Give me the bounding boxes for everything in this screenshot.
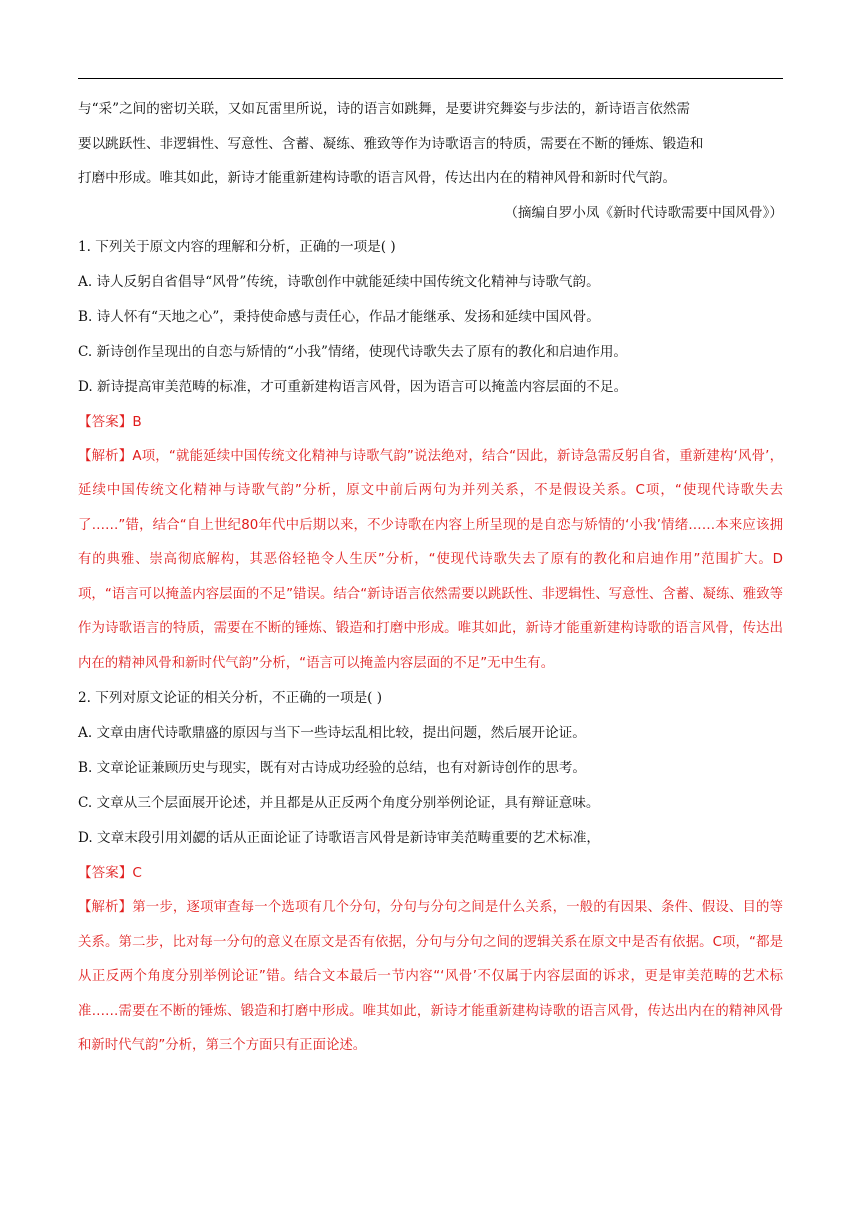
- question-1-answer: 【答案】B: [78, 413, 142, 430]
- question-2-stem: 2. 下列对原文论证的相关分析，不正确的一项是( ): [78, 690, 383, 706]
- question-1-analysis: [78, 440, 783, 682]
- question-2-option-b: B. 文章论证兼顾历史与现实，既有对古诗成功经验的总结，也有对新诗创作的思考。: [78, 760, 587, 776]
- question-2-answer: 【答案】C: [78, 865, 142, 881]
- question-2-analysis: [78, 891, 783, 1064]
- analysis-label: 【解析】: [78, 900, 133, 915]
- intro-line-1: 与“采”之间的密切关联，又如瓦雷里所说，诗的语言如跳舞，是要讲究舞姿与步法的，新诗语言依然需: [78, 101, 691, 117]
- document-body: [78, 100, 783, 1072]
- intro-line-2: 要以跳跃性、非逻辑性、写意性、含蓄、凝练、雅致等作为诗歌语言的特质，需要在不断的锤炼、锻造和: [78, 135, 704, 152]
- question-1-option-b: B. 诗人怀有“天地之心”，秉持使命感与责任心，作品才能继承、发扬和延续中国风骨。: [78, 308, 600, 325]
- analysis-text: A项，“就能延续中国传统文化精神与诗歌气韵”说法绝对，结合“因此，新诗急需反躬自省，重新建构‘风骨’，延续中国传统文化精神与诗歌气韵”分析，原文中前后两句为并列关系，不是假设关系。C项，“使现代诗歌失去了……”错，结合“自上世纪80年代中后期以来，不少诗歌在内容上所呈现的是自恋与矫情的‘小我’情绪……本来应该拥有的典雅、崇高彻底解构，其恶俗轻艳令人生厌”分析，“使现代诗歌失去了原有的教化和启迪作用”范围扩大。D项，“语言可以掩盖内容层面的不足”错误。结合“新诗语言依然需要以跳跃性、非逻辑性、写意性、含蓄、凝练、雅致等作为诗歌语言的特质，需要在不断的锤炼、锻造和打磨中形成。唯其如此，新诗才能重新建构诗歌的语言风骨，传达出内在的精神风骨和新时代气韵”分析，“语言可以掩盖内容层面的不足”无中生有。: [78, 448, 784, 671]
- question-2-option-d: D. 文章末段引用刘勰的话从正面论证了诗歌语言风骨是新诗审美范畴重要的艺术标准，: [78, 830, 601, 846]
- question-2-option-c: C. 文章从三个层面展开论述，并且都是从正反两个角度分别举例论证，具有辩证意味。: [78, 795, 600, 811]
- question-2-option-a: A. 文章由唐代诗歌鼎盛的原因与当下一些诗坛乱相比较，提出问题，然后展开论证。: [78, 725, 586, 741]
- source-citation: （摘编自罗小凤《新时代诗歌需要中国风骨》）: [504, 204, 783, 221]
- header-rule: [78, 78, 783, 79]
- intro-line-3: 打磨中形成。唯其如此，新诗才能重新建构诗歌的语言风骨，传达出内在的精神风骨和新时代气韵。: [78, 170, 677, 186]
- analysis-text: 第一步，逐项审查每一个选项有几个分句，分句与分句之间是什么关系，一般的有因果、条件、假设、目的等关系。第二步，比对每一分句的意义在原文是否有依据，分句与分句之间的逻辑关系在原文中是否有依据。C项，“都是从正反两个角度分别举例论证”错。结合文本最后一节内容“‘风骨’不仅属于内容层面的诉求，更是审美范畴的艺术标准……需要在不断的锤炼、锻造和打磨中形成。唯其如此，新诗才能重新建构诗歌的语言风骨，传达出内在的精神风骨和新时代气韵”分析，第三个方面只有正面论述。: [78, 900, 784, 1053]
- question-1-option-c: C. 新诗创作呈现出的自恋与矫情的“小我”情绪，使现代诗歌失去了原有的教化和启迪作用。: [78, 343, 628, 360]
- question-1-stem: 1. 下列关于原文内容的理解和分析，正确的一项是( ): [78, 238, 396, 255]
- analysis-label: 【解析】: [78, 448, 133, 464]
- question-1-option-d: D. 新诗提高审美范畴的标准，才可重新建构语言风骨，因为语言可以掩盖内容层面的不足。: [78, 378, 628, 395]
- question-1-option-a: A. 诗人反躬自省倡导“风骨”传统，诗歌创作中就能延续中国传统文化精神与诗歌气韵。: [78, 273, 600, 290]
